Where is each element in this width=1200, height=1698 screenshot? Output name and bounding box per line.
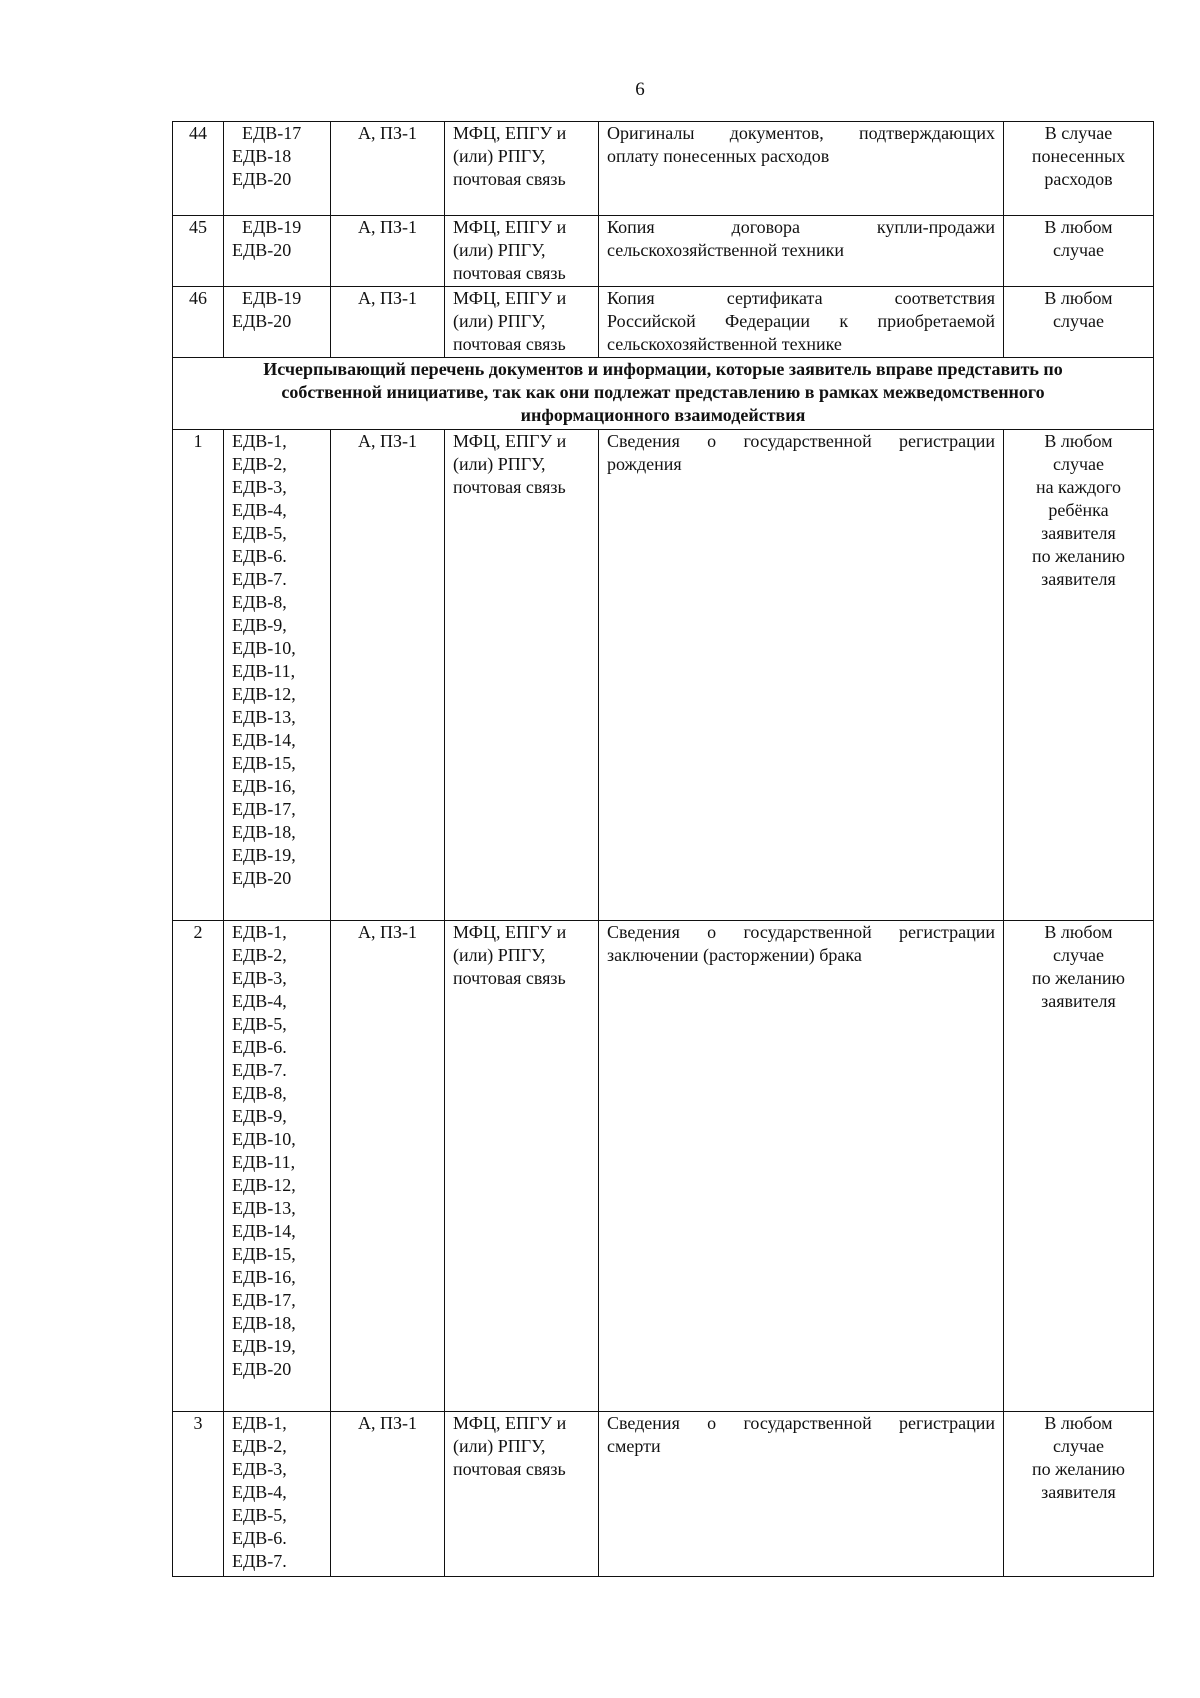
submission-condition xyxy=(1004,287,1154,358)
payment-code: ЕДВ-10, xyxy=(232,638,296,658)
payment-code: ЕДВ-5, xyxy=(232,523,287,543)
document-name-line: Сведения о государственной регистрации xyxy=(607,1413,995,1433)
channel-line: МФЦ, ЕПГУ и xyxy=(453,217,567,237)
condition-line: расходов xyxy=(1044,169,1113,189)
table-row xyxy=(173,216,1154,287)
payment-code: ЕДВ-15, xyxy=(232,1244,296,1264)
condition-line: В любом xyxy=(1044,1413,1113,1433)
applicant-category: А, ПЗ-1 xyxy=(331,216,445,287)
payment-code: ЕДВ-6. xyxy=(232,1528,287,1548)
payment-code: ЕДВ-6. xyxy=(232,546,287,566)
payment-code: ЕДВ-1, xyxy=(232,1413,287,1433)
condition-line: заявителя xyxy=(1041,991,1116,1011)
document-name-line: Сведения о государственной регистрации xyxy=(607,431,995,451)
submission-channel xyxy=(445,430,599,921)
condition-line: заявителя xyxy=(1041,1482,1116,1502)
payment-code: ЕДВ-12, xyxy=(232,684,296,704)
payment-code: ЕДВ-3, xyxy=(232,1459,287,1479)
payment-code: ЕДВ-2, xyxy=(232,454,287,474)
table-row xyxy=(173,287,1154,358)
document-name-line: заключении (расторжении) брака xyxy=(607,945,862,965)
channel-line: почтовая связь xyxy=(453,334,566,354)
payment-code: ЕДВ-13, xyxy=(232,707,296,727)
payment-code: ЕДВ-5, xyxy=(232,1505,287,1525)
condition-line: В любом xyxy=(1044,922,1113,942)
payment-codes xyxy=(224,287,331,358)
channel-line: почтовая связь xyxy=(453,263,566,283)
payment-code: ЕДВ-4, xyxy=(232,991,287,1011)
document-name xyxy=(599,1412,1004,1577)
document-name xyxy=(599,430,1004,921)
channel-line: МФЦ, ЕПГУ и xyxy=(453,123,567,143)
payment-codes xyxy=(224,921,331,1412)
channel-line: почтовая связь xyxy=(453,1459,566,1479)
condition-line: заявителя xyxy=(1041,569,1116,589)
condition-line: понесенных xyxy=(1031,146,1126,166)
payment-code: ЕДВ-14, xyxy=(232,730,296,750)
payment-code: ЕДВ-11, xyxy=(232,661,296,681)
document-name-line: Российской Федерации к приобретаемой xyxy=(607,311,995,331)
condition-line: В любом xyxy=(1044,431,1113,451)
payment-code: ЕДВ-18 xyxy=(232,146,292,166)
page-number: 6 xyxy=(635,79,645,100)
channel-line: МФЦ, ЕПГУ и xyxy=(453,288,567,308)
condition-line: ребёнка xyxy=(1048,500,1109,520)
channel-line: МФЦ, ЕПГУ и xyxy=(453,1413,567,1433)
section-heading-row xyxy=(173,358,1154,430)
payment-code: ЕДВ-2, xyxy=(232,945,287,965)
payment-code: ЕДВ-3, xyxy=(232,968,287,988)
payment-code: ЕДВ-17, xyxy=(232,1290,296,1310)
channel-line: почтовая связь xyxy=(453,169,566,189)
channel-line: МФЦ, ЕПГУ и xyxy=(453,922,567,942)
payment-code: ЕДВ-9, xyxy=(232,615,287,635)
row-number: 1 xyxy=(173,430,224,921)
document-name-line: сельскохозяйственной техники xyxy=(607,240,844,260)
document-name xyxy=(599,122,1004,216)
payment-codes xyxy=(224,122,331,216)
submission-channel xyxy=(445,921,599,1412)
document-name-line: смерти xyxy=(607,1436,661,1456)
submission-condition xyxy=(1004,430,1154,921)
channel-line: почтовая связь xyxy=(453,477,566,497)
submission-condition xyxy=(1004,1412,1154,1577)
payment-code: ЕДВ-19, xyxy=(232,845,296,865)
condition-line: по желанию xyxy=(1031,546,1125,566)
submission-condition xyxy=(1004,122,1154,216)
channel-line: (или) РПГУ, xyxy=(453,240,546,260)
table-row xyxy=(173,430,1154,921)
channel-line: (или) РПГУ, xyxy=(453,945,546,965)
payment-code: ЕДВ-12, xyxy=(232,1175,296,1195)
document-name-line: оплату понесенных расходов xyxy=(607,146,830,166)
payment-code: ЕДВ-19 xyxy=(242,217,302,237)
document-name-line: Оригиналы документов, подтверждающих xyxy=(607,123,995,143)
applicant-category: А, ПЗ-1 xyxy=(331,1412,445,1577)
payment-code: ЕДВ-4, xyxy=(232,500,287,520)
payment-code: ЕДВ-17 xyxy=(242,123,302,143)
applicant-category: А, ПЗ-1 xyxy=(331,287,445,358)
submission-channel xyxy=(445,216,599,287)
payment-code: ЕДВ-1, xyxy=(232,922,287,942)
section-heading-line: информационного взаимодействия xyxy=(520,405,806,425)
payment-code: ЕДВ-4, xyxy=(232,1482,287,1502)
table-row xyxy=(173,921,1154,1412)
payment-code: ЕДВ-3, xyxy=(232,477,287,497)
payment-code: ЕДВ-20 xyxy=(232,169,292,189)
payment-code: ЕДВ-16, xyxy=(232,1267,296,1287)
condition-line: случае xyxy=(1052,311,1104,331)
submission-channel xyxy=(445,287,599,358)
applicant-category: А, ПЗ-1 xyxy=(331,921,445,1412)
document-name xyxy=(599,287,1004,358)
document-name xyxy=(599,921,1004,1412)
document-name-line: Копия договора купли-продажи xyxy=(607,217,995,237)
submission-channel xyxy=(445,122,599,216)
payment-code: ЕДВ-20 xyxy=(232,240,292,260)
row-number: 46 xyxy=(173,287,224,358)
payment-code: ЕДВ-2, xyxy=(232,1436,287,1456)
payment-code: ЕДВ-11, xyxy=(232,1152,296,1172)
submission-channel xyxy=(445,1412,599,1577)
payment-code: ЕДВ-18, xyxy=(232,822,296,842)
payment-code: ЕДВ-14, xyxy=(232,1221,296,1241)
document-name xyxy=(599,216,1004,287)
payment-code: ЕДВ-19 xyxy=(242,288,302,308)
payment-code: ЕДВ-16, xyxy=(232,776,296,796)
payment-code: ЕДВ-7. xyxy=(232,569,287,589)
row-number: 2 xyxy=(173,921,224,1412)
condition-line: случае xyxy=(1052,945,1104,965)
condition-line: В любом xyxy=(1044,217,1113,237)
condition-line: заявителя xyxy=(1041,523,1116,543)
section-heading-line: Исчерпывающий перечень документов и информации, которые заявитель вправе представить по xyxy=(263,359,1063,379)
documents-table xyxy=(172,121,1154,1577)
channel-line: (или) РПГУ, xyxy=(453,1436,546,1456)
payment-code: ЕДВ-19, xyxy=(232,1336,296,1356)
submission-condition xyxy=(1004,921,1154,1412)
condition-line: случае xyxy=(1052,240,1104,260)
document-name-line: Копия сертификата соответствия xyxy=(607,288,995,308)
row-number: 44 xyxy=(173,122,224,216)
payment-code: ЕДВ-20 xyxy=(232,1359,292,1379)
document-name-line: рождения xyxy=(607,454,682,474)
row-number: 3 xyxy=(173,1412,224,1577)
condition-line: В любом xyxy=(1044,288,1113,308)
payment-code: ЕДВ-10, xyxy=(232,1129,296,1149)
row-number: 45 xyxy=(173,216,224,287)
section-heading xyxy=(173,358,1154,430)
channel-line: почтовая связь xyxy=(453,968,566,988)
channel-line: (или) РПГУ, xyxy=(453,146,546,166)
condition-line: случае xyxy=(1052,1436,1104,1456)
channel-line: МФЦ, ЕПГУ и xyxy=(453,431,567,451)
table-row xyxy=(173,1412,1154,1577)
payment-code: ЕДВ-13, xyxy=(232,1198,296,1218)
condition-line: В случае xyxy=(1044,123,1113,143)
payment-code: ЕДВ-18, xyxy=(232,1313,296,1333)
section-heading-line: собственной инициативе, так как они подлежат представлению в рамках межведомственного xyxy=(281,382,1045,402)
applicant-category: А, ПЗ-1 xyxy=(331,430,445,921)
payment-code: ЕДВ-1, xyxy=(232,431,287,451)
payment-codes xyxy=(224,216,331,287)
channel-line: (или) РПГУ, xyxy=(453,311,546,331)
document-name-line: сельскохозяйственной технике xyxy=(607,334,842,354)
condition-line: на каждого xyxy=(1035,477,1122,497)
payment-code: ЕДВ-6. xyxy=(232,1037,287,1057)
payment-code: ЕДВ-20 xyxy=(232,868,292,888)
channel-line: (или) РПГУ, xyxy=(453,454,546,474)
document-name-line: Сведения о государственной регистрации xyxy=(607,922,995,942)
payment-code: ЕДВ-9, xyxy=(232,1106,287,1126)
condition-line: случае xyxy=(1052,454,1104,474)
payment-code: ЕДВ-7. xyxy=(232,1551,287,1571)
payment-code: ЕДВ-8, xyxy=(232,1083,287,1103)
applicant-category: А, ПЗ-1 xyxy=(331,122,445,216)
payment-code: ЕДВ-8, xyxy=(232,592,287,612)
payment-code: ЕДВ-17, xyxy=(232,799,296,819)
payment-code: ЕДВ-5, xyxy=(232,1014,287,1034)
submission-condition xyxy=(1004,216,1154,287)
table-row xyxy=(173,122,1154,216)
payment-code: ЕДВ-15, xyxy=(232,753,296,773)
payment-codes xyxy=(224,430,331,921)
condition-line: по желанию xyxy=(1031,968,1125,988)
payment-code: ЕДВ-7. xyxy=(232,1060,287,1080)
condition-line: по желанию xyxy=(1031,1459,1125,1479)
payment-code: ЕДВ-20 xyxy=(232,311,292,331)
payment-codes xyxy=(224,1412,331,1577)
